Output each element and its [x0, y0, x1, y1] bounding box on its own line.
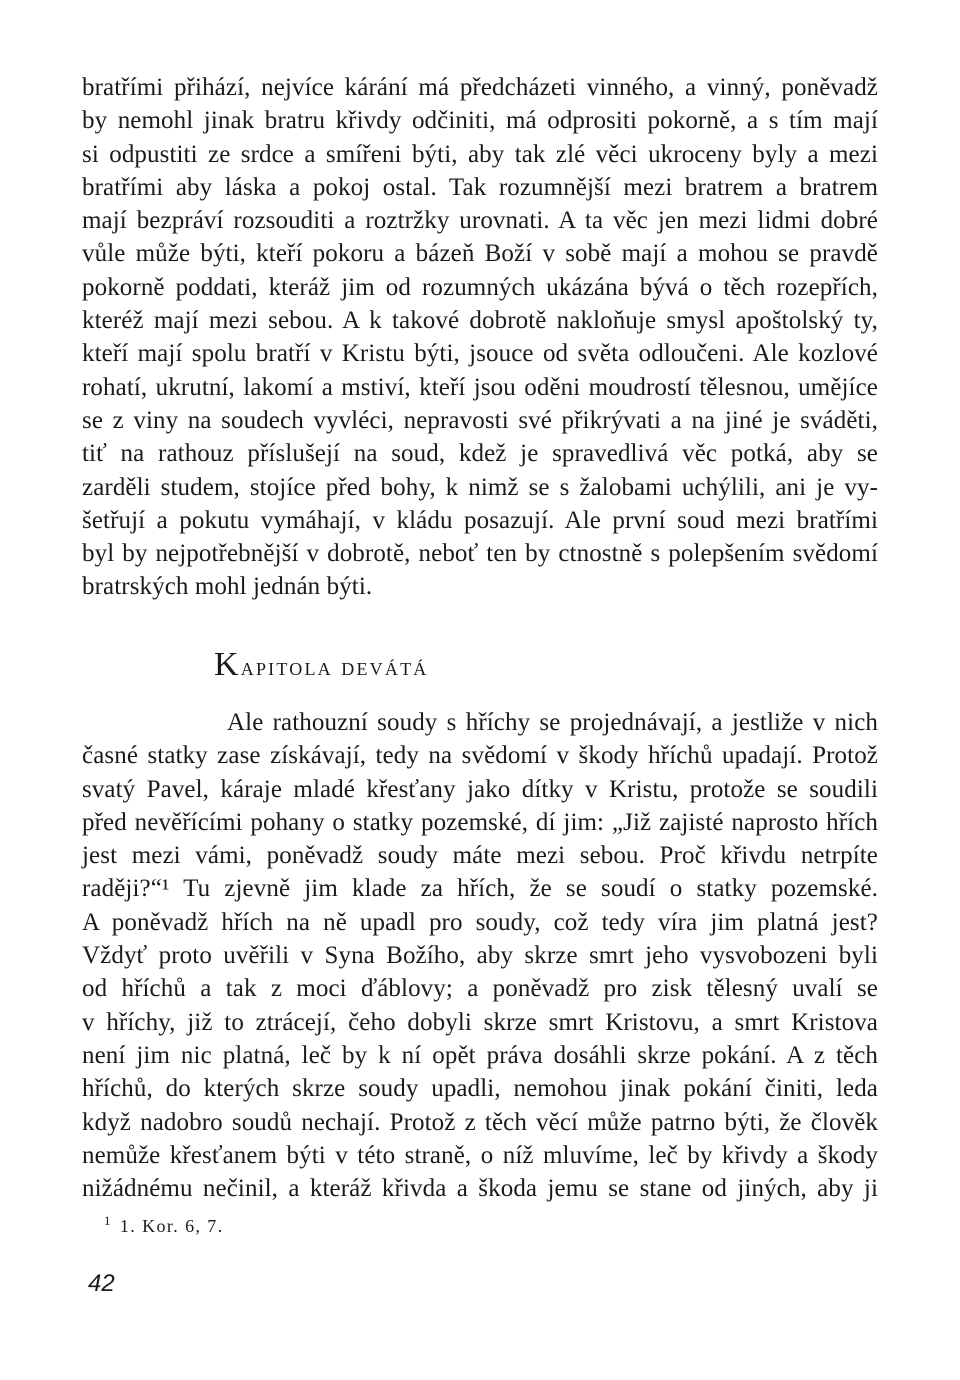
- text-line: Ale rathouzní soudy s hříchy se projednávají, a jestliže v nich: [227, 709, 878, 736]
- text-line: bratřími přihází, nejvíce kárání má předcházeti vinného, a vinný, poněvadž: [82, 74, 878, 101]
- text-line: mají bezpráví rozsouditi a roztržky urovnati. A ta věc jen mezi lidmi dobré: [82, 207, 878, 235]
- text-line: nemůže křesťanem býti v této straně, o níž mluvíme, leč by křivdy a škody: [82, 1141, 878, 1169]
- text-line: A poněvadž hřích na ně upadl pro soudy, což tedy víra jim platná jest?: [82, 908, 878, 936]
- text-line: zarděli studem, stojíce před bohy, k nimž se s žalobami uchýlili, ani je vy-: [82, 473, 878, 501]
- paragraph-continued: [82, 71, 878, 604]
- footnote-text: 1. Kor. 6, 7.: [119, 1216, 224, 1236]
- text-line: bratřími aby láska a pokoj ostal. Tak rozumnější mezi bratrem a bratrem: [82, 173, 878, 201]
- text-line: v hříchy, již to ztrácejí, čeho dobyli skrze smrt Kristovu, a smrt Kristova: [82, 1008, 878, 1036]
- text-line: vůle může býti, kteří pokoru a bázeň Boží v sobě mají a mohou se pravdě: [82, 240, 878, 268]
- text-line: byl by nejpotřebnější v dobrotě, neboť ten by ctnostně s polepšením svědomí: [82, 540, 878, 568]
- chapter-heading-initial: K: [214, 646, 241, 683]
- text-line: bratrských mohl jednán býti.: [82, 573, 373, 601]
- text-line: si odpustiti ze srdce a smířeni býti, aby tak zlé věci ukroceny byly a mezi: [82, 140, 878, 168]
- text-line: před nevěřícími pohany o statky pozemské, dí jim: „Již zajisté naprosto hřích: [82, 808, 878, 836]
- paragraph-chapter-nine: [82, 706, 878, 1205]
- text-line: časné statky zase získávají, tedy na svědomí v škody hříchů upadají. Protož: [82, 742, 878, 770]
- text-line: se z viny na soudech vyvléci, nepravosti své přikrývati a na jiné je sváděti,: [82, 406, 878, 434]
- text-line: od hříchů a tak z moci ďáblovy; a poněvadž pro zisk tělesný uvalí se: [82, 975, 878, 1003]
- text-line: není jim nic platná, leč by k ní opět práva dosáhli skrze pokání. A z těch: [82, 1041, 878, 1069]
- chapter-heading-rest: apitola devátá: [240, 654, 429, 681]
- text-line: tiť na rathouz příslušejí na soud, kdež je spravedlivá věc potká, aby se: [82, 440, 878, 468]
- book-page: [82, 0, 878, 1380]
- text-line: pokorně poddati, kteráž jim od rozumných ukázána bývá o těch rozepřích,: [82, 273, 878, 301]
- text-line: raději?“¹ Tu zjevně jim klade za hřích, že se soudí o statky pozemské.: [82, 875, 878, 903]
- text-line: Vždyť proto uvěřili v Syna Božího, aby skrze smrt jeho vysvobozeni byli: [82, 942, 878, 970]
- footnote: [104, 1213, 224, 1237]
- text-line: nižádnému nečinil, a kteráž křivda a škoda jemu se stane od jiných, aby ji: [82, 1175, 878, 1203]
- text-line: jest mezi vámi, poněvadž soudy máte mezi sebou. Proč křivdu netrpíte: [82, 842, 878, 870]
- text-line: by nemohl jinak bratru křivdy odčiniti, má odprositi pokorně, a s tím mají: [82, 107, 878, 135]
- text-line: rohatí, ukrutní, lakomí a mstiví, kteří jsou oděni moudrostí tělesnou, umějíce: [82, 373, 878, 401]
- page-number: 42: [88, 1270, 115, 1297]
- chapter-heading: [214, 646, 428, 684]
- text-line: svatý Pavel, káraje mladé křesťany jako dítky v Kristu, protože se soudili: [82, 775, 878, 803]
- text-line: když nadobro soudů nechají. Protož z těch věcí může patrno býti, že člověk: [82, 1108, 878, 1136]
- text-line: hříchů, do kterých skrze soudy upadli, nemohou jinak pokání činiti, leda: [82, 1075, 878, 1103]
- footnote-marker: 1: [104, 1213, 112, 1228]
- text-line: šetřují a pokutu vymáhají, v kládu posazují. Ale první soud mezi bratřími: [82, 506, 878, 534]
- text-line: kteréž mají mezi sebou. A k takové dobrotě nakloňuje smysl apoštolský ty,: [82, 307, 878, 335]
- text-line: kteří mají spolu bratří v Kristu býti, jsouce od světa odloučeni. Ale kozlové: [82, 340, 878, 368]
